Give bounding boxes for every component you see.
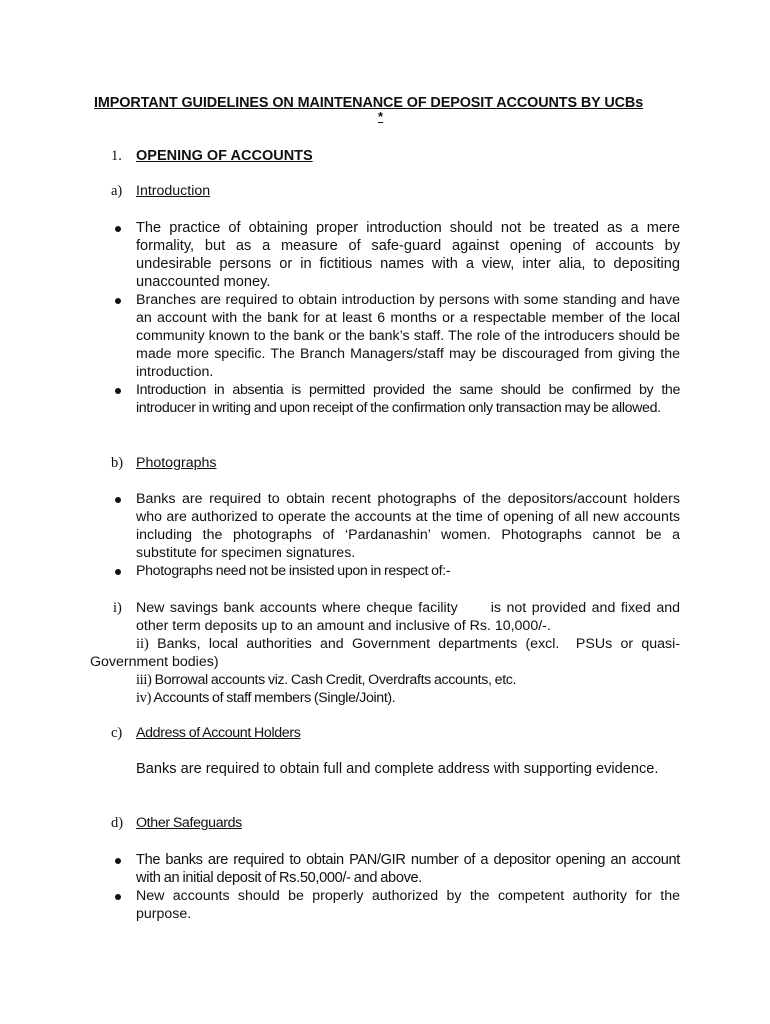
list-item: The practice of obtaining proper introduction should not be treated as a mere formality, but as a measure of safe-guard against opening of accounts by undesirable persons or in fictitious names with a view, inter alia, to depositing unaccounted money.	[113, 219, 680, 291]
subsection-b-heading: Photographs	[136, 455, 217, 471]
list-item: ii) Banks, local authorities and Government departments (excl. PSUs or quasi-Government bodies)	[90, 636, 680, 670]
photograph-exemptions-list	[90, 599, 680, 707]
list-item-label: i)	[113, 600, 122, 616]
list-item: New accounts should be properly authorized by the competent authority for the purpose.	[113, 887, 680, 923]
subsection-a-letter: a)	[111, 183, 123, 199]
introduction-bullet-list	[113, 219, 680, 417]
list-item-label: ii)	[136, 636, 149, 652]
list-item: iii) Borrowal accounts viz. Cash Credit, Overdrafts accounts, etc.	[90, 671, 680, 689]
bullet-icon	[115, 858, 121, 864]
bullet-icon	[115, 569, 121, 575]
address-paragraph: Banks are required to obtain full and complete address with supporting evidence.	[136, 761, 659, 777]
list-item-label: iv)	[136, 690, 152, 706]
section-number: 1.	[111, 148, 122, 164]
subsection-a-heading: Introduction	[136, 183, 211, 199]
subsection-c-heading: Address of Account Holders	[136, 725, 301, 741]
subsection-d-letter: d)	[111, 815, 124, 831]
list-item: Branches are required to obtain introduction by persons with some standing and have an account with the bank for at least 6 months or a respectable member of the local community known to the bank or the bank’s staff. The role of the introducers should be made more specific. The Branch Managers/staff may be discouraged from giving the introduction.	[113, 291, 680, 381]
subsection-c-letter: c)	[111, 725, 123, 741]
title-footnote-marker: *	[378, 109, 384, 124]
list-item: The banks are required to obtain PAN/GIR number of a depositor opening an account with an initial deposit of Rs.50,000/- and above.	[113, 851, 680, 887]
bullet-icon	[115, 388, 121, 394]
subsection-d-heading: Other Safeguards	[136, 815, 242, 831]
subsection-b-letter: b)	[111, 455, 124, 471]
bullet-icon	[115, 298, 121, 304]
safeguards-bullet-list	[113, 851, 680, 923]
section-heading: OPENING OF ACCOUNTS	[136, 148, 313, 164]
list-item: Introduction in absentia is permitted provided the same should be confirmed by the introducer in writing and upon receipt of the confirmation only transaction may be allowed.	[113, 381, 680, 417]
list-item: Banks are required to obtain recent photographs of the depositors/account holders who are authorized to operate the accounts at the time of opening of all new accounts including the photographs of ‘Pardanashin’ women. Photographs cannot be a substitute for specimen signatures.	[113, 490, 680, 562]
document-title: IMPORTANT GUIDELINES ON MAINTENANCE OF DEPOSIT ACCOUNTS BY UCBs	[94, 95, 644, 111]
bullet-icon	[115, 226, 121, 232]
list-item-label: iii)	[136, 672, 152, 688]
bullet-icon	[115, 894, 121, 900]
list-item: iv) Accounts of staff members (Single/Joint).	[90, 689, 680, 707]
list-item: i) New savings bank accounts where cheque facility is not provided and fixed and other term deposits up to an amount and inclusive of Rs. 10,000/-.	[113, 600, 680, 634]
photographs-bullet-list	[113, 490, 680, 580]
list-item: Photographs need not be insisted upon in respect of:-	[113, 562, 680, 580]
bullet-icon	[115, 497, 121, 503]
